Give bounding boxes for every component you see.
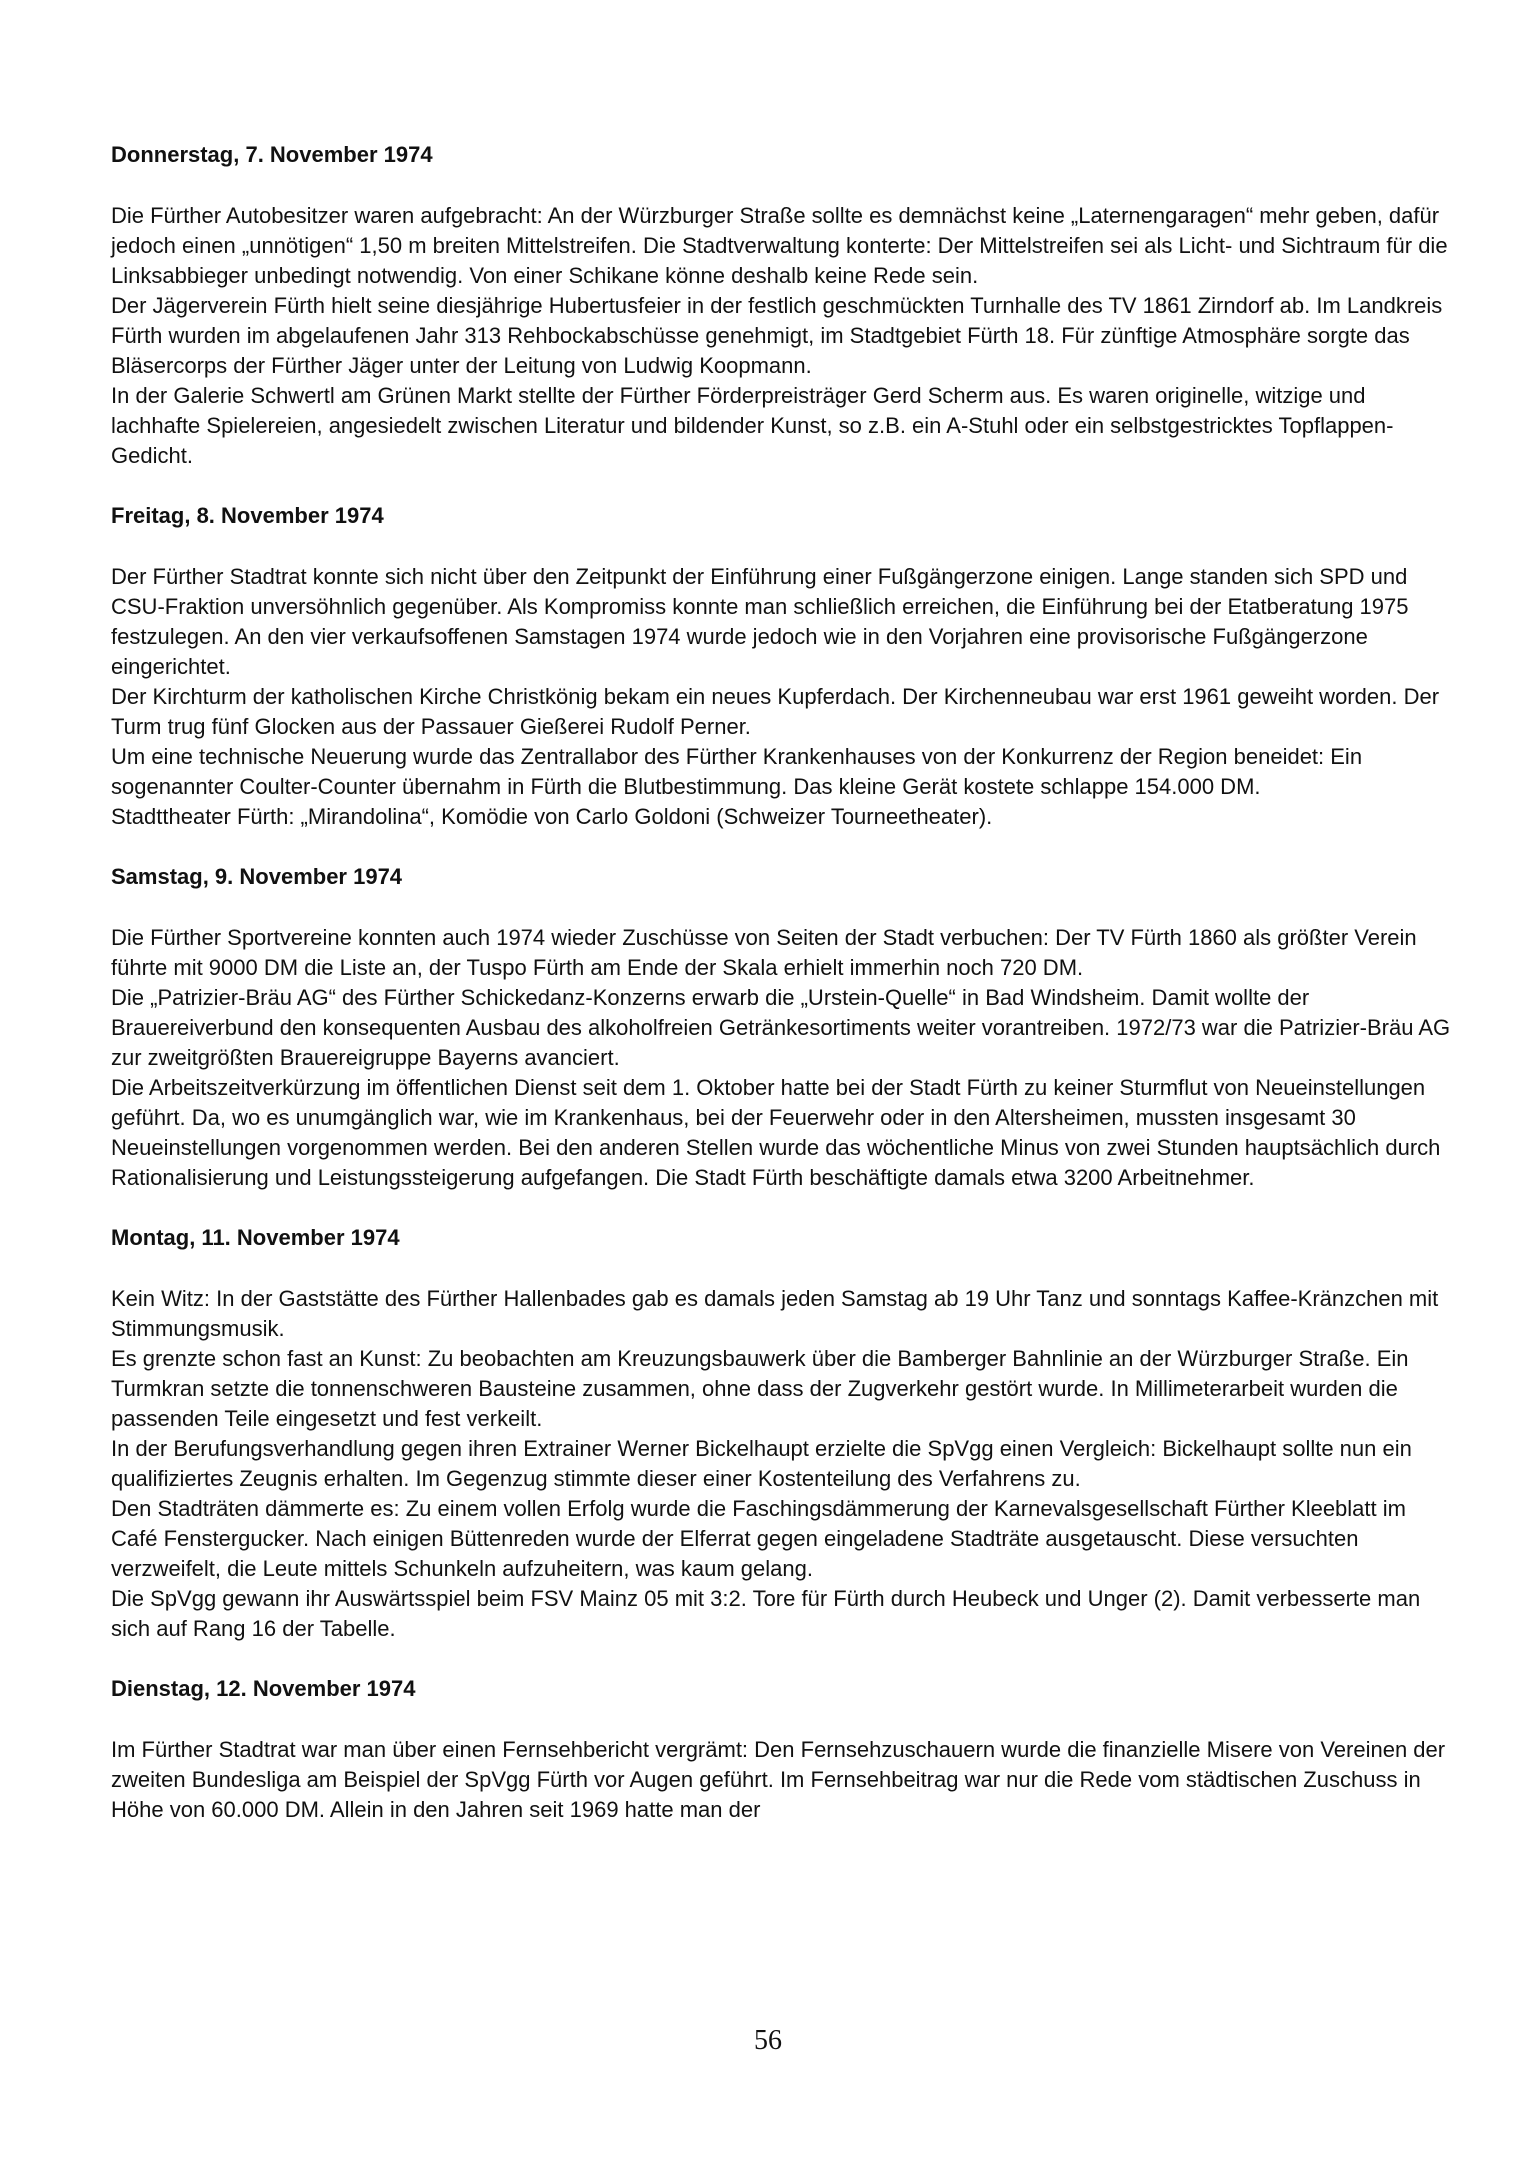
entry-date-heading: Dienstag, 12. November 1974: [111, 1676, 416, 1701]
entry-paragraph: Stadttheater Fürth: „Mirandolina“, Komödie von Carlo Goldoni (Schweizer Tourneetheater).: [111, 804, 993, 829]
page-content: [111, 140, 1451, 1855]
entry-date-heading: Montag, 11. November 1974: [111, 1225, 400, 1250]
entry-paragraph: Der Fürther Stadtrat konnte sich nicht über den Zeitpunkt der Einführung einer Fußgängerzone einigen. Lange standen sich SPD und CSU-Fraktion unversöhnlich gegenüber. Als Kompromiss konnte man schließlich erreichen, die Einführung bei der Etatberatung 1975 festzulegen. An den vier verkaufsoffenen Samstagen 1974 wurde jedoch wie in den Vorjahren eine provisorische Fußgängerzone eingerichtet.: [111, 564, 1409, 679]
entry-date-heading: Samstag, 9. November 1974: [111, 864, 403, 889]
entry-paragraph: Um eine technische Neuerung wurde das Zentrallabor des Fürther Krankenhauses von der Konkurrenz der Region beneidet: Ein sogenannter Coulter-Counter übernahm in Fürth die Blutbestimmung. Das kleine Gerät kostete schlappe 154.000 DM.: [111, 744, 1363, 799]
entry-paragraph: Den Stadträten dämmerte es: Zu einem vollen Erfolg wurde die Faschingsdämmerung der Karnevalsgesellschaft Fürther Kleeblatt im Café Fenstergucker. Nach einigen Büttenreden wurde der Elferrat gegen eingeladene Stadträte ausgetauscht. Diese versuchten verzweifelt, die Leute mittels Schunkeln aufzuheitern, was kaum gelang.: [111, 1496, 1406, 1581]
entry-date-heading: Donnerstag, 7. November 1974: [111, 142, 433, 167]
entry-2024-11-07: [111, 140, 1451, 471]
entry-paragraph: Die Fürther Sportvereine konnten auch 1974 wieder Zuschüsse von Seiten der Stadt verbuchen: Der TV Fürth 1860 als größter Verein führte mit 9000 DM die Liste an, der Tuspo Fürth am Ende der Skala erhielt immerhin noch 720 DM.: [111, 925, 1417, 980]
entry-2024-11-08: [111, 501, 1451, 832]
entry-paragraph: Die Fürther Autobesitzer waren aufgebracht: An der Würzburger Straße sollte es demnächst keine „Laternengaragen“ mehr geben, dafür jedoch einen „unnötigen“ 1,50 m breiten Mittelstreifen. Die Stadtverwaltung konterte: Der Mittelstreifen sei als Licht- und Sichtraum für die Linksabbieger unbedingt notwendig. Von einer Schikane könne deshalb keine Rede sein.: [111, 203, 1448, 288]
entry-paragraph: Der Jägerverein Fürth hielt seine diesjährige Hubertusfeier in der festlich geschmückten Turnhalle des TV 1861 Zirndorf ab. Im Landkreis Fürth wurden im abgelaufenen Jahr 313 Rehbockabschüsse genehmigt, im Stadtgebiet Fürth 18. Für zünftige Atmosphäre sorgte das Bläsercorps der Fürther Jäger unter der Leitung von Ludwig Koopmann.: [111, 293, 1443, 378]
entry-paragraph: In der Berufungsverhandlung gegen ihren Extrainer Werner Bickelhaupt erzielte die SpVgg einen Vergleich: Bickelhaupt sollte nun ein qualifiziertes Zeugnis erhalten. Im Gegenzug stimmte dieser einer Kostenteilung des Verfahrens zu.: [111, 1436, 1412, 1491]
entry-paragraph: Die SpVgg gewann ihr Auswärtsspiel beim FSV Mainz 05 mit 3:2. Tore für Fürth durch Heubeck und Unger (2). Damit verbesserte man sich auf Rang 16 der Tabelle.: [111, 1586, 1421, 1641]
entry-paragraph: Die Arbeitszeitverkürzung im öffentlichen Dienst seit dem 1. Oktober hatte bei der Stadt Fürth zu keiner Sturmflut von Neueinstellungen geführt. Da, wo es unumgänglich war, wie im Krankenhaus, bei der Feuerwehr oder in den Altersheimen, mussten insgesamt 30 Neueinstellungen vorgenommen werden. Bei den anderen Stellen wurde das wöchentliche Minus von zwei Stunden hauptsächlich durch Rationalisierung und Leistungssteigerung aufgefangen. Die Stadt Fürth beschäftigte damals etwa 3200 Arbeitnehmer.: [111, 1075, 1441, 1190]
entry-paragraph: Es grenzte schon fast an Kunst: Zu beobachten am Kreuzungsbauwerk über die Bamberger Bahnlinie an der Würzburger Straße. Ein Turmkran setzte die tonnenschweren Bausteine zusammen, ohne dass der Zugverkehr gestört wurde. In Millimeterarbeit wurden die passenden Teile eingesetzt und fest verkeilt.: [111, 1346, 1409, 1431]
entry-2024-11-09: [111, 862, 1451, 1193]
entry-paragraph: Die „Patrizier-Bräu AG“ des Fürther Schickedanz-Konzerns erwarb die „Urstein-Quelle“ in Bad Windsheim. Damit wollte der Brauereiverbund den konsequenten Ausbau des alkoholfreien Getränkesortiments weiter vorantreiben. 1972/73 war die Patrizier-Bräu AG zur zweitgrößten Brauereigruppe Bayerns avanciert.: [111, 985, 1451, 1070]
entry-2024-11-12: [111, 1674, 1451, 1825]
entry-2024-11-11: [111, 1223, 1451, 1644]
entry-date-heading: Freitag, 8. November 1974: [111, 503, 384, 528]
entry-paragraph: Der Kirchturm der katholischen Kirche Christkönig bekam ein neues Kupferdach. Der Kirchenneubau war erst 1961 geweiht worden. Der Turm trug fünf Glocken aus der Passauer Gießerei Rudolf Perner.: [111, 684, 1440, 739]
page-number: 56: [754, 2025, 782, 2056]
entry-paragraph: In der Galerie Schwertl am Grünen Markt stellte der Fürther Förderpreisträger Gerd Scherm aus. Es waren originelle, witzige und lachhafte Spielereien, angesiedelt zwischen Literatur und bildender Kunst, so z.B. ein A-Stuhl oder ein selbstgestricktes Topflappen-Gedicht.: [111, 383, 1394, 468]
entry-paragraph: Im Fürther Stadtrat war man über einen Fernsehbericht vergrämt: Den Fernsehzuschauern wurde die finanzielle Misere von Vereinen der zweiten Bundesliga am Beispiel der SpVgg Fürth vor Augen geführt. Im Fernsehbeitrag war nur die Rede vom städtischen Zuschuss in Höhe von 60.000 DM. Allein in den Jahren seit 1969 hatte man der: [111, 1737, 1446, 1822]
entry-paragraph: Kein Witz: In der Gaststätte des Fürther Hallenbades gab es damals jeden Samstag ab 19 Uhr Tanz und sonntags Kaffee-Kränzchen mit Stimmungsmusik.: [111, 1286, 1439, 1341]
